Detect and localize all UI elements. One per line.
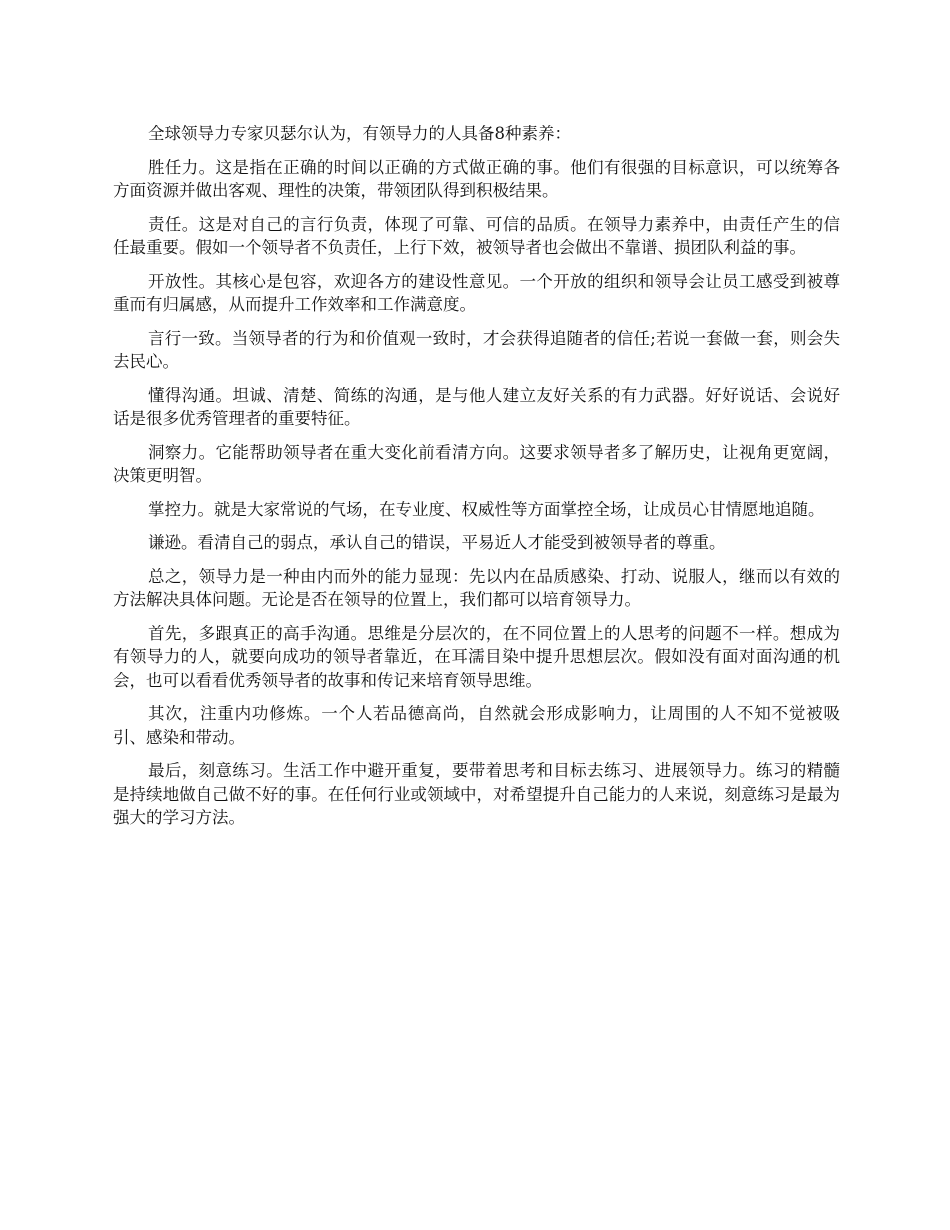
paragraph-first: 首先，多跟真正的高手沟通。思维是分层次的，在不同位置上的人思考的问题不一样。想成为有领导力的人，就要向成功的领导者靠近，在耳濡目染中提升思想层次。假如没有面对面沟通的机会，也可以看看优秀领导者的故事和传记来培育领导思维。 [113,623,840,690]
paragraph-consistency: 言行一致。当领导者的行为和价值观一致时，才会获得追随者的信任;若说一套做一套，则会失去民心。 [113,328,840,371]
paragraph-last: 最后，刻意练习。生活工作中避开重复，要带着思考和目标去练习、进展领导力。练习的精髓是持续地做自己做不好的事。在任何行业或领域中，对希望提升自己能力的人来说，刻意练习是最为强大的学习方法。 [113,761,840,827]
paragraph-summary: 总之，领导力是一种由内而外的能力显现：先以内在品质感染、打动、说服人，继而以有效的方法解决具体问题。无论是否在领导的位置上，我们都可以培育领导力。 [113,566,840,609]
paragraph-competence: 胜任力。这是指在正确的时间以正确的方式做正确的事。他们有很强的目标意识，可以统筹各方面资源并做出客观、理性的决策，带领团队得到积极结果。 [113,157,840,200]
document-body [113,122,840,840]
paragraph-intro: 全球领导力专家贝瑟尔认为，有领导力的人具备8种素养： [148,124,571,143]
paragraph-openness: 开放性。其核心是包容，欢迎各方的建设性意见。一个开放的组织和领导会让员工感受到被尊重而有归属感，从而提升工作效率和工作满意度。 [113,271,840,314]
paragraph-second: 其次，注重内功修炼。一个人若品德高尚，自然就会形成影响力，让周围的人不知不觉被吸引、感染和带动。 [113,704,840,747]
paragraph-responsibility: 责任。这是对自己的言行负责，体现了可靠、可信的品质。在领导力素养中，由责任产生的信任最重要。假如一个领导者不负责任，上行下效，被领导者也会做出不靠谱、损团队利益的事。 [113,214,840,257]
paragraph-insight: 洞察力。它能帮助领导者在重大变化前看清方向。这要求领导者多了解历史，让视角更宽阔，决策更明智。 [113,442,840,485]
paragraph-control: 掌控力。就是大家常说的气场，在专业度、权威性等方面掌控全场，让成员心甘情愿地追随。 [148,499,825,519]
paragraph-communication: 懂得沟通。坦诚、清楚、简练的沟通，是与他人建立友好关系的有力武器。好好说话、会说好话是很多优秀管理者的重要特征。 [113,385,840,428]
paragraph-humility: 谦逊。看清自己的弱点，承认自己的错误，平易近人才能受到被领导者的尊重。 [148,533,726,552]
